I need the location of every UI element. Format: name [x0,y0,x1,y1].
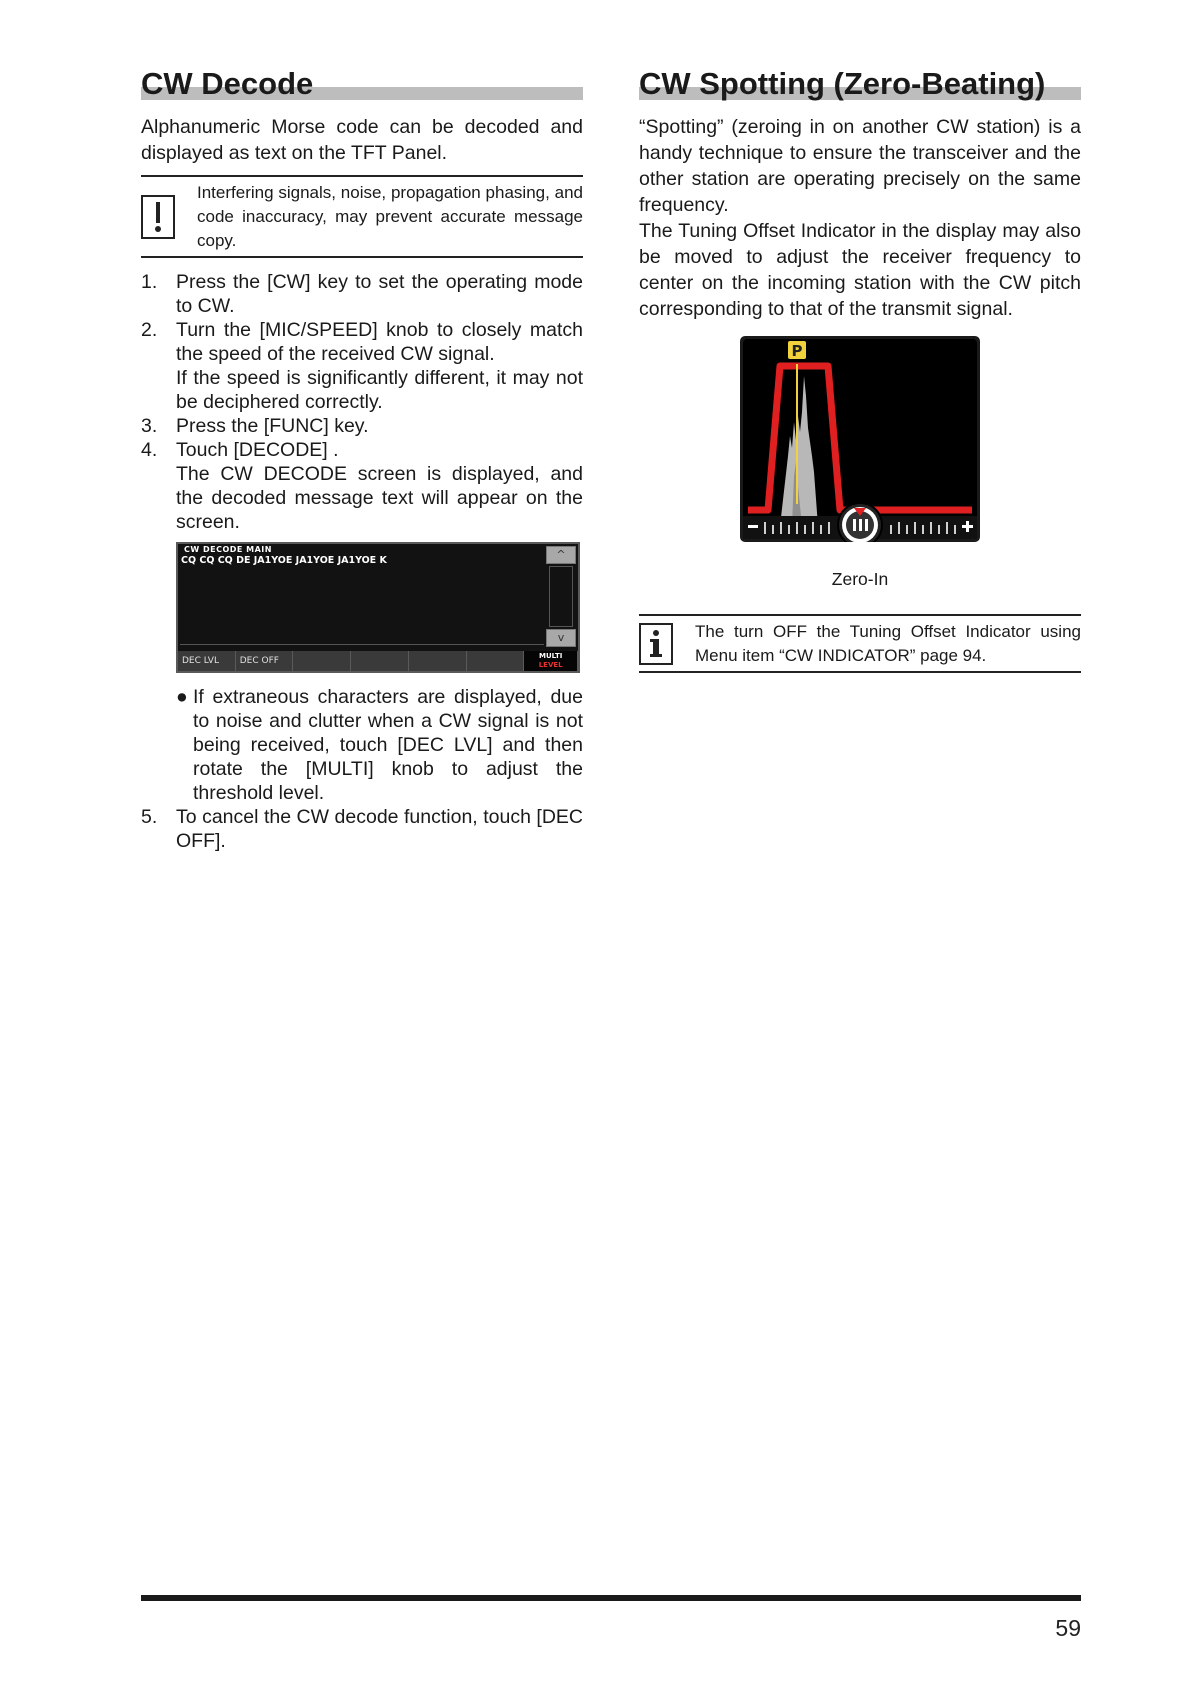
left-column [141,64,583,853]
scroll-up-label: ^ [556,548,566,561]
step-text: Touch [DECODE] . [176,439,339,461]
step-item [141,805,583,853]
dec-lvl-button[interactable]: DEC LVL [178,651,236,671]
scroll-track[interactable] [549,566,573,627]
decode-steps-continued [141,805,583,853]
tuning-offset-indicator [740,336,980,542]
heading-text: CW Decode [141,66,314,101]
bullet-text: If extraneous characters are displayed, due to noise and clutter when a CW signal is not being received, touch [DEC LVL] and then rotate the [MULTI] knob to adjust the threshold level. [193,686,583,804]
cw-spotting-heading [639,64,1081,104]
step-item [141,318,583,414]
function-key-row [178,651,578,671]
footer-rule [141,1595,1081,1601]
right-column [639,64,1081,673]
marker-label: P [791,342,803,360]
offset-paragraph: The Tuning Offset Indicator in the display may also be moved to adjust the receiver frequency to center on the incoming station with the CW pitch corresponding to that of the transmit signal. [639,220,1081,320]
scroll-down-label: v [557,631,565,644]
info-note [639,614,1081,673]
caution-note [141,175,583,258]
step-number: 5. [141,806,158,828]
function-key-3[interactable] [293,651,351,671]
screen-scrollbar[interactable] [546,546,576,647]
zero-in-figure [740,336,980,590]
step-extra: If the speed is significantly different, it may not be deciphered correctly. [176,367,583,413]
info-text: The turn OFF the Tuning Offset Indicator using Menu item “CW INDICATOR” page 94. [695,622,1081,665]
figure-caption: Zero-In [831,569,889,589]
step-text: Press the [CW] key to set the operating mode to CW. [176,271,583,317]
heading-text: CW Spotting (Zero-Beating) [639,66,1046,101]
exclamation-icon [141,195,175,239]
step-number: 4. [141,439,158,461]
page-number: 59 [1055,1615,1081,1641]
decode-steps [141,270,583,534]
function-key-4[interactable] [351,651,409,671]
step-text: To cancel the CW decode function, touch [DEC OFF]. [176,806,583,852]
bullet-dot: ● [176,686,188,708]
spotting-paragraph: “Spotting” (zeroing in on another CW station) is a handy technique to ensure the transceiver and the other station are operating precisely on the same frequency. [639,116,1081,216]
multi-level-indicator [524,651,578,671]
function-key-6[interactable] [467,651,525,671]
step-number: 1. [141,271,158,293]
step-number: 2. [141,319,158,341]
bullet-note [141,685,583,805]
caution-text: Interfering signals, noise, propagation phasing, and code inaccuracy, may prevent accurate message copy. [197,183,583,250]
decoded-message: CQ CQ CQ DE JA1YOE JA1YOE JA1YOE K [181,555,387,566]
screen-title: CW DECODE MAIN [184,545,272,554]
cw-decode-heading [141,64,583,104]
step-text: Press the [FUNC] key. [176,415,369,437]
step-item [141,270,583,318]
scroll-up-button[interactable] [546,546,576,564]
step-number: 3. [141,415,158,437]
dec-off-button[interactable]: DEC OFF [236,651,294,671]
multi-label: MULTI [539,652,563,660]
scroll-down-button[interactable] [546,629,576,647]
step-item [141,414,583,438]
step-extra: The CW DECODE screen is displayed, and the decoded message text will appear on the screen. [176,463,583,533]
function-key-5[interactable] [409,651,467,671]
level-label: LEVEL [538,661,563,669]
step-text: Turn the [MIC/SPEED] knob to closely match the speed of the received CW signal. [176,319,583,365]
intro-paragraph: Alphanumeric Morse code can be decoded and displayed as text on the TFT Panel. [141,116,583,164]
screen-divider [180,644,544,645]
info-icon [639,623,673,665]
cw-decode-screen [176,542,580,673]
step-item [141,438,583,534]
